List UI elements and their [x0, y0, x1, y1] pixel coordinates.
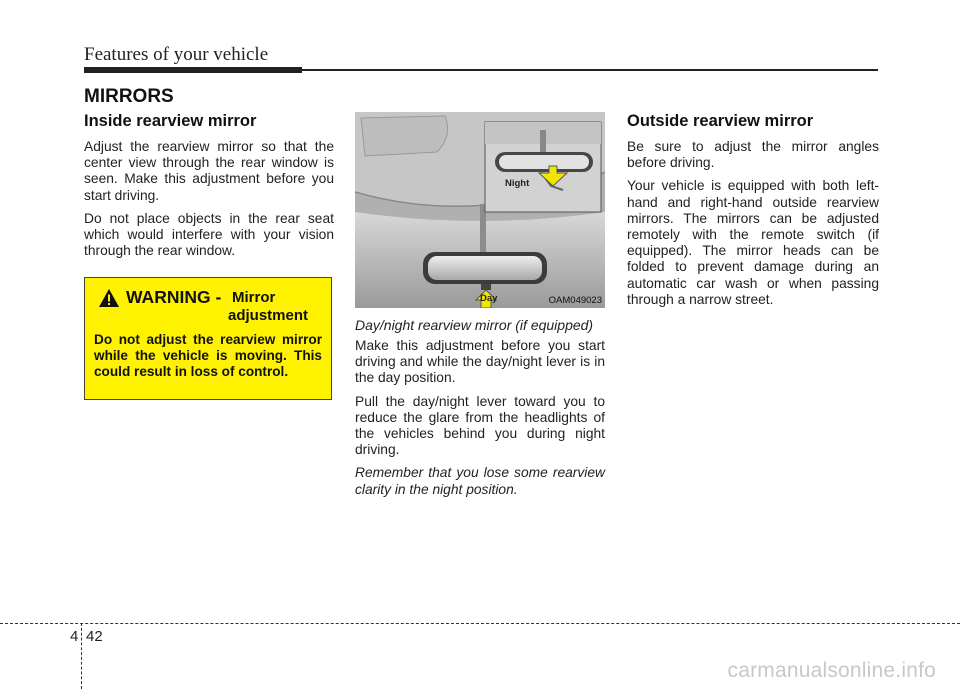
page-chapter: 4 [70, 628, 79, 645]
header-rule-thin [302, 69, 878, 71]
column-right [627, 112, 879, 315]
day-night-note: Remember that you lose some rearview clarity in the night position. [355, 465, 605, 497]
page-number: 42 [86, 628, 103, 645]
inside-mirror-heading: Inside rearview mirror [84, 112, 257, 130]
header-rule-thick [84, 67, 302, 73]
warning-box [84, 277, 332, 400]
outside-mirror-heading: Outside rearview mirror [627, 112, 814, 130]
header-rule [84, 67, 878, 73]
figure-label-day: Day [480, 293, 498, 304]
outside-mirror-paragraph-1: Be sure to adjust the mirror angles before driving. [627, 139, 879, 171]
warning-subject-line-2: adjustment [228, 307, 309, 324]
figure-code: OAM049023 [548, 295, 602, 306]
footer-rule [0, 623, 960, 624]
inside-mirror-paragraph-1: Adjust the rearview mirror so that the center view through the rear window is seen. Make this adjustment before you start driving. [84, 139, 334, 203]
warning-label: WARNING - [126, 287, 222, 307]
day-night-paragraph-1: Make this adjustment before you start driving and while the day/night lever is in the day position. [355, 338, 605, 386]
figure-label-night: Night [505, 178, 530, 189]
day-night-heading: Day/night rearview mirror (if equipped) [355, 317, 594, 333]
inside-mirror-paragraph-2: Do not place objects in the rear seat which would interfere with your vision through the rear window. [84, 210, 334, 259]
warning-triangle-icon [98, 288, 120, 308]
warning-text: Do not adjust the rearview mirror while the vehicle is moving. This could result in loss of control. [94, 332, 322, 379]
watermark: carmanualsonline.info [727, 659, 936, 682]
outside-mirror-paragraph-2: Your vehicle is equipped with both left-hand and right-hand outside rearview mirrors. The mirrors can be adjusted remotely with the remote switch (if equipped). The mirror heads can be folded to prevent damage during an automatic car wash or when passing through a narrow street. [627, 178, 879, 307]
column-left [84, 112, 334, 266]
column-middle [355, 112, 605, 498]
day-night-paragraph-2: Pull the day/night lever toward you to reduce the glare from the headlights of the vehicles behind you during night driving. [355, 393, 605, 458]
rearview-mirror-figure [355, 112, 605, 308]
section-title: MIRRORS [84, 86, 174, 107]
warning-header [94, 288, 322, 326]
header-title: Features of your vehicle [84, 44, 269, 65]
footer-vertical-rule [81, 623, 82, 689]
warning-subject-line-1: Mirror [232, 289, 276, 306]
rearview-mirror-illustration [355, 112, 605, 308]
